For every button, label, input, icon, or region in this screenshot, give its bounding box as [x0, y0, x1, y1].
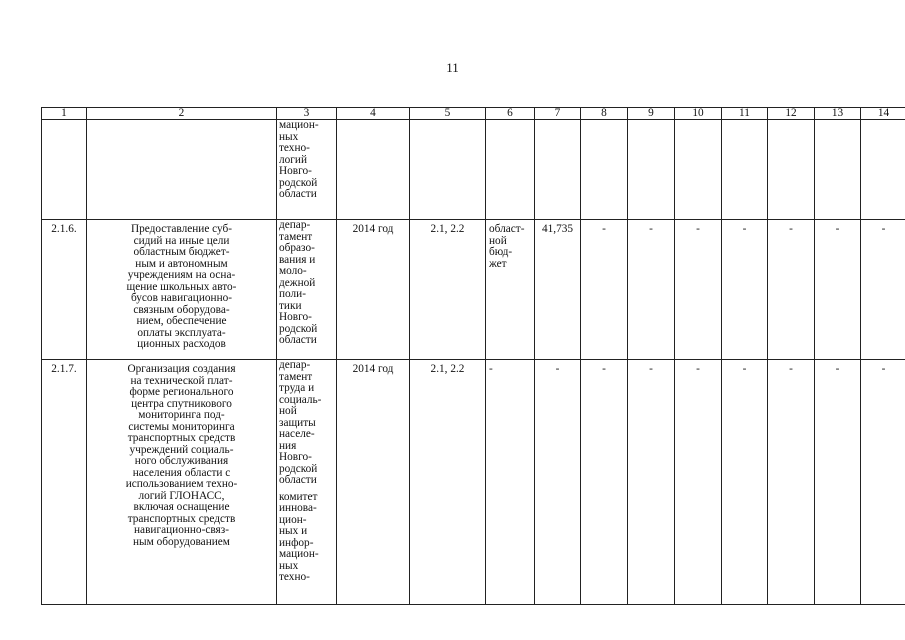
funding-value-cell: [628, 120, 675, 220]
target-indicator-cell: [410, 120, 486, 220]
table-row: [42, 220, 905, 360]
column-header: 9: [628, 108, 675, 120]
funding-value-cell: -: [815, 220, 861, 360]
funding-value-cell: -: [581, 360, 628, 605]
column-header: 4: [337, 108, 410, 120]
funding-value-cell: [768, 120, 815, 220]
funding-value-cell: -: [722, 360, 768, 605]
table-row: [42, 120, 905, 220]
column-header: 3: [277, 108, 337, 120]
funding-value-cell: -: [535, 360, 581, 605]
funding-value-cell: -: [768, 220, 815, 360]
executor-text: депар- тамент труда и социаль- ной защиты населе- ния Новго- родской области: [279, 359, 322, 486]
funding-value-cell: -: [722, 220, 768, 360]
funding-value-cell: [861, 120, 905, 220]
column-header: 8: [581, 108, 628, 120]
page-number: 11: [446, 60, 459, 75]
executor-cell: [277, 120, 337, 220]
period-cell: 2014 год: [337, 220, 410, 360]
column-header: 5: [410, 108, 486, 120]
funding-value-cell: -: [675, 220, 722, 360]
funding-value-cell: -: [815, 360, 861, 605]
executor-text: мацион- ных техно- логий Новго- родской области: [279, 119, 319, 200]
funding-source-cell: -: [486, 360, 535, 605]
executor-text: депар- тамент образо- вания и моло- дежной поли- тики Новго- родской области: [279, 219, 318, 346]
executor-cell: [277, 360, 337, 605]
funding-value-cell: [535, 120, 581, 220]
target-indicator-cell: 2.1, 2.2: [410, 360, 486, 605]
funding-value-cell: -: [628, 220, 675, 360]
funding-value-cell: -: [581, 220, 628, 360]
funding-value-cell: -: [768, 360, 815, 605]
executor-cell: [277, 220, 337, 360]
column-header: 14: [861, 108, 905, 120]
column-header: 2: [87, 108, 277, 120]
activity-number-cell: 2.1.7.: [42, 360, 87, 605]
funding-source-cell: [486, 120, 535, 220]
column-header: 7: [535, 108, 581, 120]
activity-name-cell: Предоставление суб- сидий на иные цели областным бюджет- ным и автономным учреждениям на осна- щение школьных авто- бусов навигационно- связным оборудова- нием, обеспечение оплаты эксплуата- ционных расходов: [87, 220, 277, 360]
funding-value-cell: [581, 120, 628, 220]
target-indicator-cell: 2.1, 2.2: [410, 220, 486, 360]
activity-number-cell: 2.1.6.: [42, 220, 87, 360]
executor-text: комитет иннова- цион- ных и инфор- мацион- ных техно-: [279, 490, 319, 583]
activity-name-cell: Организация создания на технической плат- форме регионального центра спутникового мониторинга под- системы мониторинга транспортных средств учреждений социаль- ного обслуживания населения области с использованием техно- логий ГЛОНАСС, включая оснащение транспортных средств навигационно-связ- ным оборудованием: [87, 360, 277, 605]
column-header: 6: [486, 108, 535, 120]
period-cell: 2014 год: [337, 360, 410, 605]
funding-value-cell: [722, 120, 768, 220]
funding-value-cell: -: [628, 360, 675, 605]
activity-number-cell: [42, 120, 87, 220]
funding-value-cell: -: [861, 360, 905, 605]
column-number-row: [42, 108, 905, 120]
table-row: [42, 360, 905, 605]
activity-name-cell: [87, 120, 277, 220]
column-header: 11: [722, 108, 768, 120]
column-header: 1: [42, 108, 87, 120]
period-cell: [337, 120, 410, 220]
column-header: 12: [768, 108, 815, 120]
column-header: 13: [815, 108, 861, 120]
column-header: 10: [675, 108, 722, 120]
funding-value-cell: -: [675, 360, 722, 605]
funding-value-cell: -: [861, 220, 905, 360]
table-body: [42, 120, 905, 605]
program-activities-table: [41, 107, 905, 605]
funding-value-cell: 41,735: [535, 220, 581, 360]
funding-value-cell: [815, 120, 861, 220]
funding-source-cell: област- ной бюд- жет: [486, 220, 535, 360]
funding-value-cell: [675, 120, 722, 220]
